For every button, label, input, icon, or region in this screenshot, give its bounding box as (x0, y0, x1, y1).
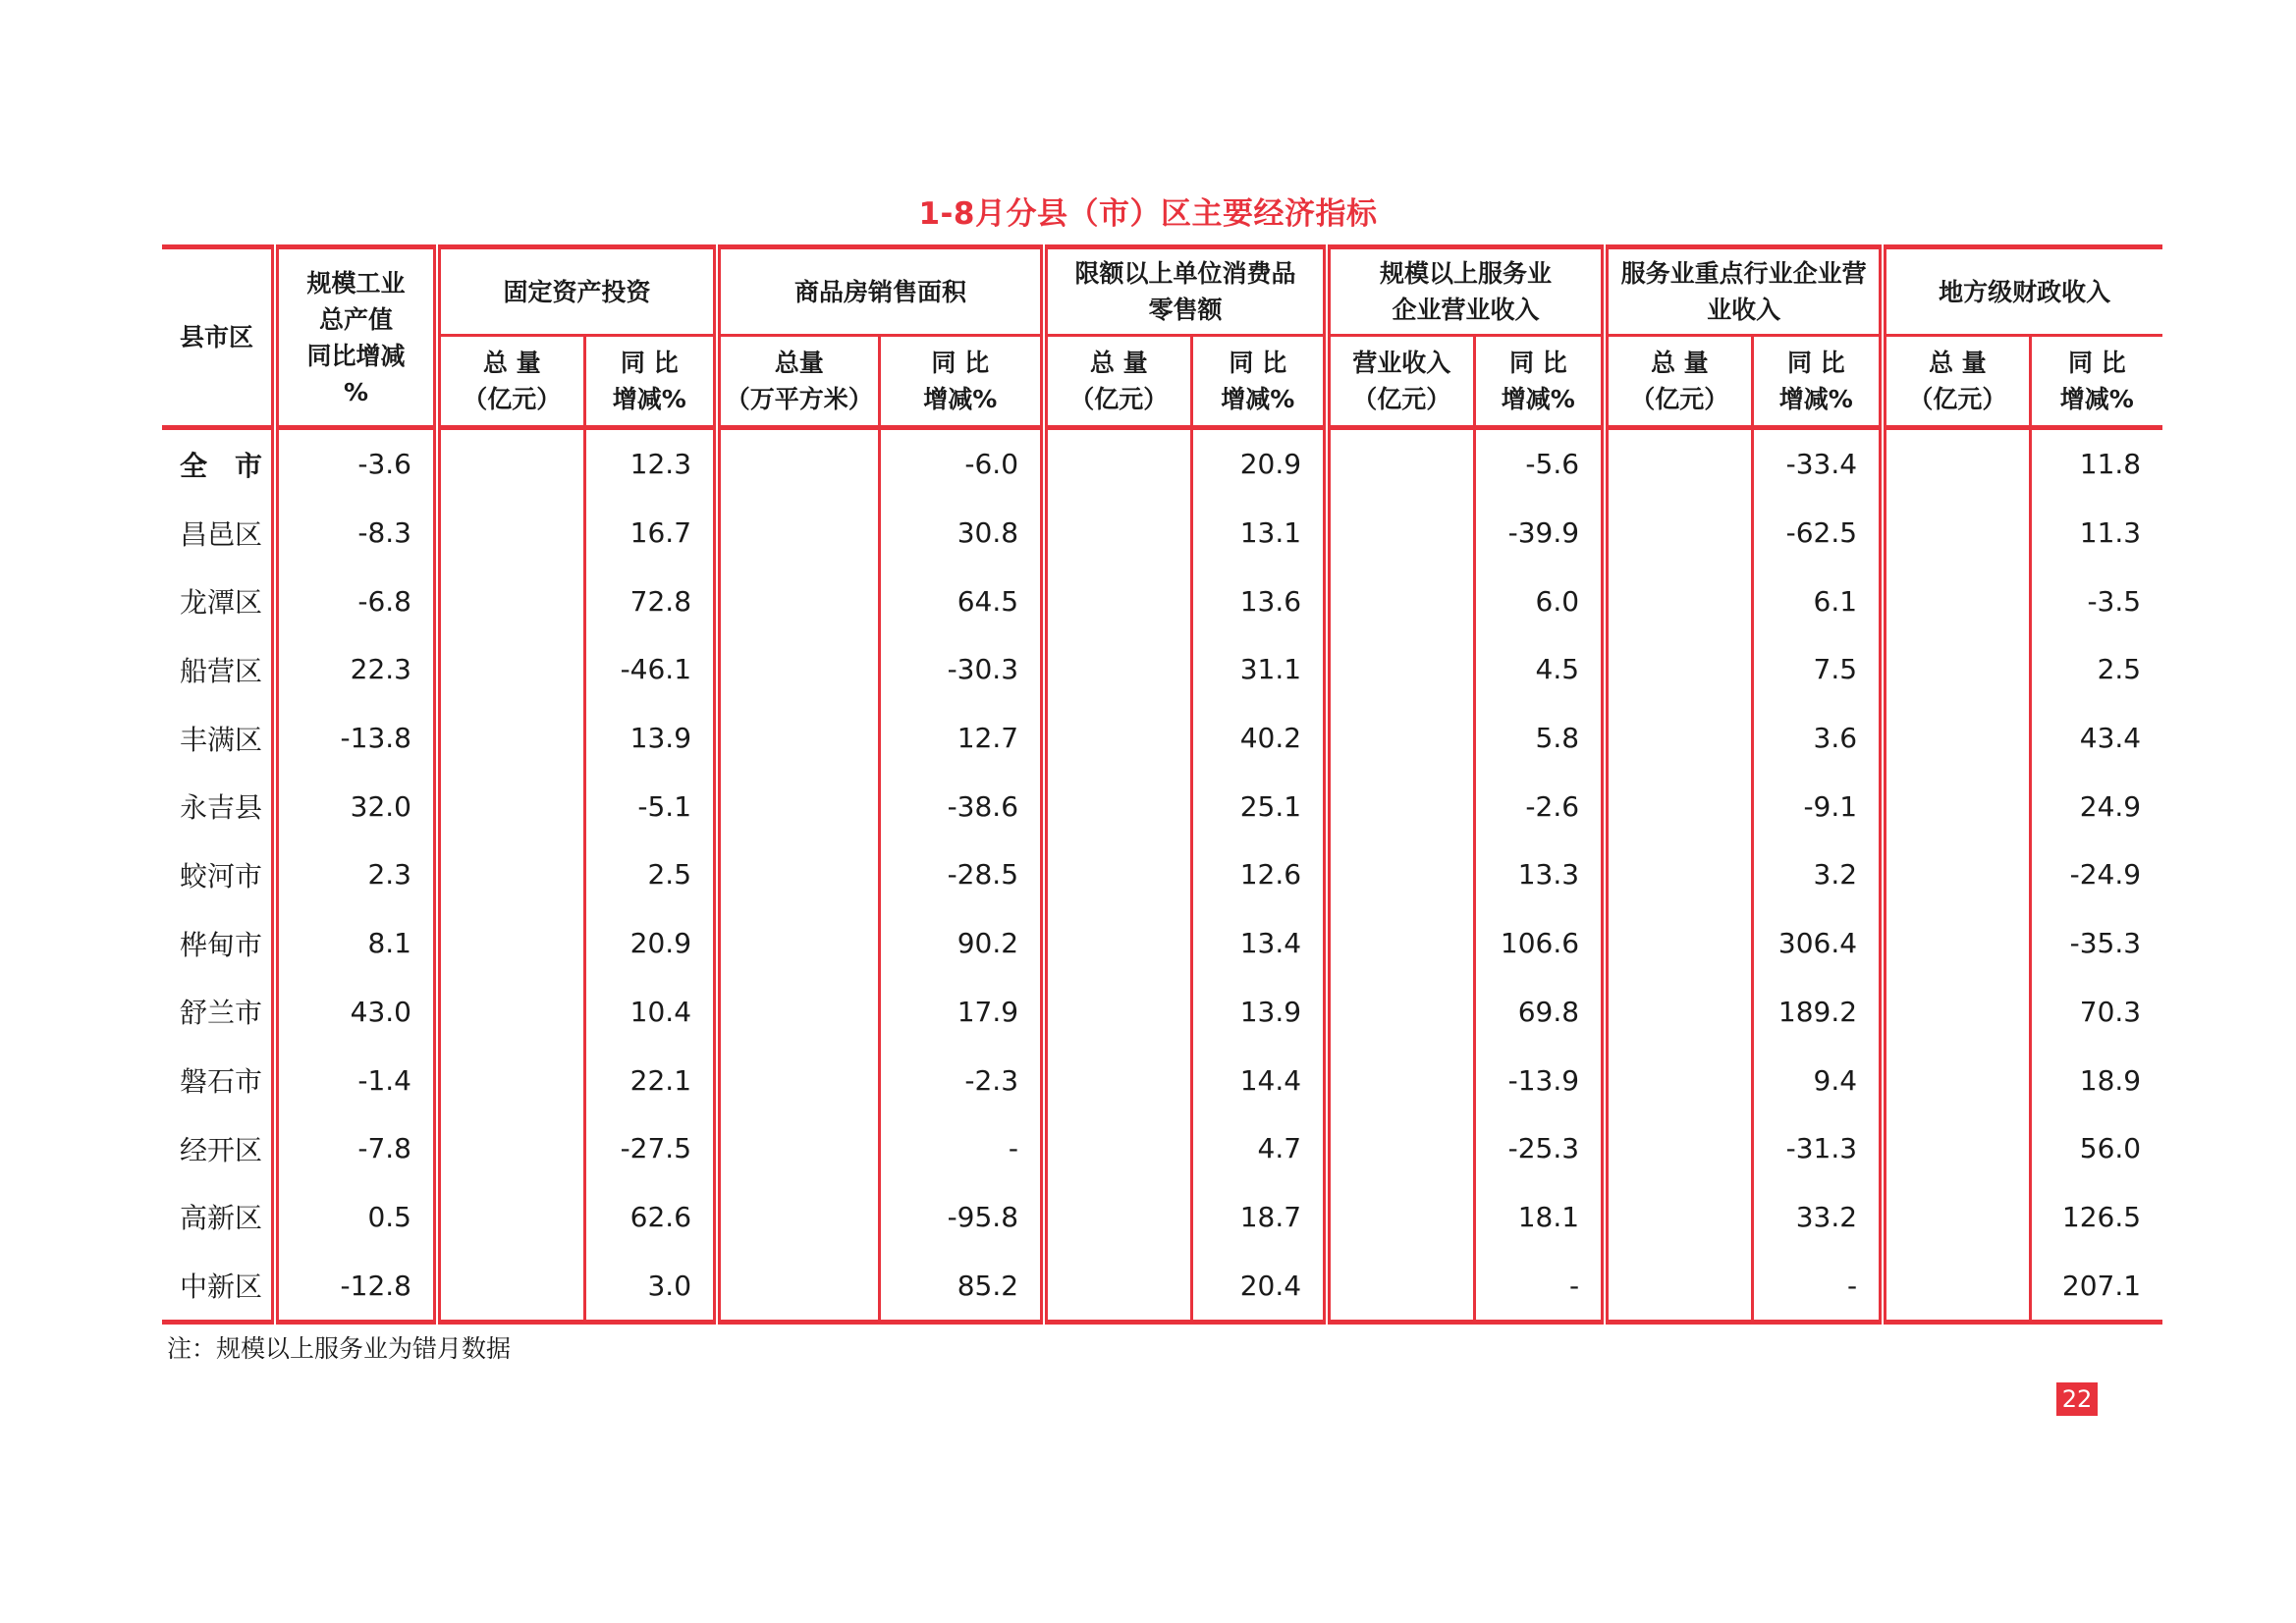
value-cell (1044, 567, 1191, 635)
value-cell (717, 978, 879, 1047)
value-cell (1883, 428, 2030, 499)
value-cell: 69.8 (1474, 978, 1605, 1047)
value-cell: 56.0 (2079, 1132, 2142, 1165)
value-cell (437, 1114, 584, 1183)
value-cell (437, 567, 584, 635)
value-cell: 13.9 (1191, 978, 1327, 1047)
value-cell: 13.9 (584, 704, 717, 773)
value-cell (437, 1183, 584, 1252)
table-row (162, 1251, 2162, 1322)
value-cell (1605, 772, 1752, 840)
value-cell (1327, 1183, 1474, 1252)
sub-header-total: 总量 （万平方米） (717, 336, 879, 428)
value-cell (1044, 1183, 1191, 1252)
value-cell: 13.4 (1191, 909, 1327, 978)
value-cell: 5.8 (1474, 704, 1605, 773)
header-retail-sales: 限额以上单位消费品 零售额 (1044, 247, 1327, 336)
value-cell (717, 428, 879, 499)
value-cell: -46.1 (584, 635, 717, 704)
value-cell: -8.3 (275, 499, 437, 568)
sub-header-yoy: 同 比 增减% (1752, 336, 1883, 428)
value-cell (717, 840, 879, 909)
sub-header-yoy: 同 比 增减% (879, 336, 1044, 428)
value-cell (1605, 635, 1752, 704)
table-row (162, 1114, 2162, 1183)
value-cell (1044, 772, 1191, 840)
region-name-cell: 磐石市 (162, 1046, 275, 1114)
value-cell: 22.1 (584, 1046, 717, 1114)
table-row (162, 567, 2162, 635)
value-cell: 24.9 (2079, 789, 2142, 823)
value-cell: 20.9 (1191, 428, 1327, 499)
value-cell (437, 772, 584, 840)
value-cell (1044, 978, 1191, 1047)
value-cell: -13.8 (275, 704, 437, 773)
value-cell: -3.5 (2087, 584, 2142, 618)
value-cell: 2.3 (275, 840, 437, 909)
value-cell: 207.1 (2030, 1251, 2162, 1322)
value-cell: -12.8 (275, 1251, 437, 1322)
sub-header-yoy: 同 比 增减% (2030, 336, 2162, 428)
value-cell (1044, 1114, 1191, 1183)
value-cell (1605, 1114, 1752, 1183)
value-cell (1605, 1183, 1752, 1252)
value-cell: 64.5 (879, 567, 1044, 635)
table-row (162, 772, 2162, 840)
table-title: 1-8月分县（市）区主要经济指标 (918, 196, 1378, 232)
value-cell: 8.1 (275, 909, 437, 978)
value-cell: 4.5 (1474, 635, 1605, 704)
value-cell: -28.5 (879, 840, 1044, 909)
value-cell (1605, 909, 1752, 978)
value-cell (1883, 567, 2030, 635)
value-cell (717, 909, 879, 978)
value-cell: 17.9 (879, 978, 1044, 1047)
value-cell: 33.2 (1752, 1183, 1883, 1252)
table-row (162, 909, 2162, 978)
value-cell: 11.8 (2079, 448, 2142, 481)
value-cell: 43.0 (275, 978, 437, 1047)
value-cell: - (1474, 1251, 1605, 1322)
value-cell: 22.3 (275, 635, 437, 704)
value-cell: -39.9 (1474, 499, 1605, 568)
value-cell (437, 1251, 584, 1322)
value-cell: 13.6 (1191, 567, 1327, 635)
value-cell (1327, 567, 1474, 635)
value-cell (1883, 772, 2030, 840)
value-cell (1327, 840, 1474, 909)
value-cell: 106.6 (1474, 909, 1605, 978)
region-name-cell: 永吉县 (162, 772, 275, 840)
value-cell: -6.0 (879, 428, 1044, 499)
value-cell (1327, 428, 1474, 499)
value-cell: 90.2 (879, 909, 1044, 978)
value-cell: 12.3 (584, 428, 717, 499)
value-cell: 4.7 (1191, 1114, 1327, 1183)
value-cell (1327, 978, 1474, 1047)
value-cell: 3.6 (1752, 704, 1883, 773)
value-cell: 16.7 (584, 499, 717, 568)
sub-header-total: 总 量 （亿元） (1605, 336, 1752, 428)
value-cell: 25.1 (1191, 772, 1327, 840)
value-cell: -7.8 (275, 1114, 437, 1183)
value-cell (717, 1114, 879, 1183)
value-cell (1883, 1114, 2030, 1183)
value-cell (437, 1046, 584, 1114)
value-cell (1605, 704, 1752, 773)
header-industry-output: 规模工业 总产值 同比增减 % (275, 247, 437, 428)
value-cell (717, 1183, 879, 1252)
value-cell: 11.3 (2079, 516, 2142, 550)
value-cell (717, 1251, 879, 1322)
table-row (162, 1183, 2162, 1252)
value-cell (1327, 1251, 1474, 1322)
value-cell: 85.2 (879, 1251, 1044, 1322)
value-cell: 6.1 (1752, 567, 1883, 635)
value-cell: -33.4 (1752, 428, 1883, 499)
value-cell (437, 499, 584, 568)
value-cell: -62.5 (1752, 499, 1883, 568)
region-name-cell: 龙潭区 (162, 567, 275, 635)
region-name-cell: 桦甸市 (162, 909, 275, 978)
region-name-cell: 丰满区 (162, 704, 275, 773)
value-cell: -1.4 (275, 1046, 437, 1114)
value-cell: - (1752, 1251, 1883, 1322)
value-cell (1605, 1046, 1752, 1114)
value-cell (437, 978, 584, 1047)
table-row (162, 704, 2162, 773)
value-cell (1044, 909, 1191, 978)
value-cell (1044, 1046, 1191, 1114)
value-cell: 0.5 (275, 1183, 437, 1252)
region-name-cell: 经开区 (162, 1114, 275, 1183)
value-cell: -31.3 (1752, 1114, 1883, 1183)
value-cell: 10.4 (584, 978, 717, 1047)
sub-header-yoy: 同 比 增减% (584, 336, 717, 428)
table-row (162, 635, 2162, 704)
value-cell (1044, 499, 1191, 568)
value-cell (717, 772, 879, 840)
value-cell: 2.5 (584, 840, 717, 909)
value-cell (1044, 1251, 1191, 1322)
value-cell (437, 635, 584, 704)
value-cell (1044, 840, 1191, 909)
value-cell (1883, 978, 2030, 1047)
value-cell (717, 567, 879, 635)
value-cell: -27.5 (584, 1114, 717, 1183)
value-cell (1327, 704, 1474, 773)
table-row (162, 840, 2162, 909)
value-cell: 18.7 (1191, 1183, 1327, 1252)
sub-header-total: 总 量 （亿元） (437, 336, 584, 428)
value-cell (1605, 840, 1752, 909)
region-name-cell: 全 市 (162, 428, 275, 499)
value-cell (1327, 1114, 1474, 1183)
value-cell: -24.9 (2069, 858, 2142, 892)
economic-indicators-table (162, 244, 2162, 1325)
region-name-cell: 船营区 (162, 635, 275, 704)
value-cell: 70.3 (2079, 995, 2142, 1028)
value-cell: -3.6 (275, 428, 437, 499)
header-row-groups (162, 247, 2162, 336)
table-row (162, 499, 2162, 568)
value-cell: 40.2 (1191, 704, 1327, 773)
value-cell (1605, 428, 1752, 499)
value-cell (717, 635, 879, 704)
value-cell (1327, 772, 1474, 840)
value-cell: 12.6 (1191, 840, 1327, 909)
value-cell (1883, 840, 2030, 909)
table-row (162, 1046, 2162, 1114)
region-name-cell: 舒兰市 (162, 978, 275, 1047)
value-cell: 18.9 (2079, 1063, 2142, 1097)
value-cell (1883, 1046, 2030, 1114)
value-cell: 20.4 (1191, 1251, 1327, 1322)
value-cell: -5.1 (584, 772, 717, 840)
value-cell: - (879, 1114, 1044, 1183)
sub-header-total: 总 量 （亿元） (1883, 336, 2030, 428)
value-cell: 30.8 (879, 499, 1044, 568)
value-cell: 306.4 (1752, 909, 1883, 978)
value-cell: 9.4 (1752, 1046, 1883, 1114)
value-cell: 32.0 (275, 772, 437, 840)
region-name-cell: 昌邑区 (162, 499, 275, 568)
header-housing-sales-area: 商品房销售面积 (717, 247, 1044, 336)
value-cell: 3.0 (584, 1251, 717, 1322)
value-cell: 72.8 (584, 567, 717, 635)
table-row (162, 428, 2162, 499)
value-cell: 3.2 (1752, 840, 1883, 909)
value-cell: -2.6 (1474, 772, 1605, 840)
value-cell: 14.4 (1191, 1046, 1327, 1114)
value-cell: 20.9 (584, 909, 717, 978)
table-body (162, 428, 2162, 1323)
value-cell: 2.5 (2097, 653, 2142, 686)
value-cell (437, 909, 584, 978)
value-cell: 12.7 (879, 704, 1044, 773)
value-cell: -30.3 (879, 635, 1044, 704)
header-key-service-revenue: 服务业重点行业企业营 业收入 (1605, 247, 1883, 336)
footnote: 注：规模以上服务业为错月数据 (167, 1334, 512, 1363)
value-cell (1883, 1251, 2030, 1322)
value-cell (1327, 1046, 1474, 1114)
value-cell (1605, 1251, 1752, 1322)
page-number: 22 (2056, 1382, 2098, 1416)
value-cell: 189.2 (1752, 978, 1883, 1047)
header-row-sub (162, 336, 2162, 428)
value-cell: -35.3 (2069, 927, 2142, 960)
value-cell (1044, 428, 1191, 499)
value-cell: -95.8 (879, 1183, 1044, 1252)
value-cell (1883, 909, 2030, 978)
region-name-cell: 中新区 (162, 1251, 275, 1322)
value-cell: 62.6 (584, 1183, 717, 1252)
header-fixed-asset-investment: 固定资产投资 (437, 247, 717, 336)
value-cell: -9.1 (1752, 772, 1883, 840)
sub-header-yoy: 同 比 增减% (1474, 336, 1605, 428)
value-cell: 13.1 (1191, 499, 1327, 568)
sub-header-revenue: 营业收入 （亿元） (1327, 336, 1474, 428)
value-cell (1883, 635, 2030, 704)
table-row (162, 978, 2162, 1047)
sub-header-yoy: 同 比 增减% (1191, 336, 1327, 428)
value-cell (1605, 567, 1752, 635)
value-cell (1883, 499, 2030, 568)
value-cell (1327, 499, 1474, 568)
value-cell: 18.1 (1474, 1183, 1605, 1252)
value-cell: -38.6 (879, 772, 1044, 840)
header-local-fiscal-revenue: 地方级财政收入 (1939, 277, 2111, 306)
value-cell (717, 704, 879, 773)
value-cell: -13.9 (1474, 1046, 1605, 1114)
region-name-cell: 蛟河市 (162, 840, 275, 909)
value-cell: -6.8 (275, 567, 437, 635)
value-cell: 31.1 (1191, 635, 1327, 704)
value-cell (1883, 1183, 2030, 1252)
value-cell (1044, 635, 1191, 704)
value-cell: -25.3 (1474, 1114, 1605, 1183)
value-cell: 6.0 (1474, 567, 1605, 635)
value-cell: -2.3 (879, 1046, 1044, 1114)
value-cell (1605, 978, 1752, 1047)
value-cell (717, 499, 879, 568)
region-name-cell: 高新区 (162, 1183, 275, 1252)
value-cell (1044, 704, 1191, 773)
value-cell (1883, 704, 2030, 773)
value-cell: -5.6 (1474, 428, 1605, 499)
header-region: 县市区 (162, 247, 275, 428)
value-cell: 126.5 (2061, 1200, 2142, 1233)
value-cell (717, 1046, 879, 1114)
value-cell (1327, 909, 1474, 978)
value-cell: 7.5 (1752, 635, 1883, 704)
header-service-revenue: 规模以上服务业 企业营业收入 (1327, 247, 1605, 336)
value-cell: 13.3 (1474, 840, 1605, 909)
value-cell (1327, 635, 1474, 704)
value-cell (437, 840, 584, 909)
value-cell (437, 428, 584, 499)
sub-header-total: 总 量 （亿元） (1044, 336, 1191, 428)
value-cell: 43.4 (2079, 722, 2142, 755)
value-cell (437, 704, 584, 773)
value-cell (1605, 499, 1752, 568)
